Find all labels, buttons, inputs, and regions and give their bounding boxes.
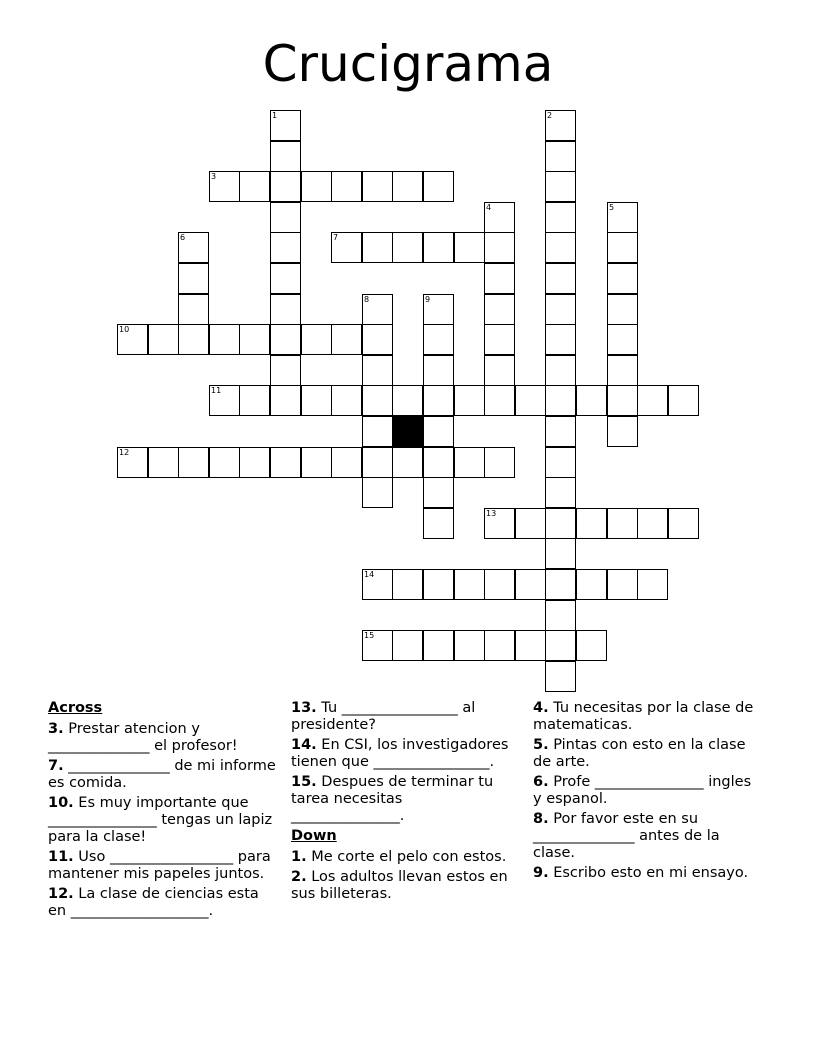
cell-number: 15 (364, 631, 375, 640)
across-heading: Across (48, 700, 103, 716)
grid-cell[interactable] (545, 661, 576, 692)
grid-cell[interactable] (423, 447, 454, 478)
grid-cell[interactable] (270, 324, 301, 355)
grid-cell[interactable] (637, 385, 668, 416)
grid-cell[interactable] (607, 324, 638, 355)
across-clue-13: 13. Tu ________________ al presidente? (291, 700, 476, 733)
down-clue-8: 8. Por favor este en su ______________ antes de la clase. (533, 811, 720, 861)
grid-cell[interactable] (209, 171, 240, 202)
grid-cell[interactable] (545, 600, 576, 631)
cell-number: 4 (486, 203, 492, 212)
grid-cell[interactable] (545, 538, 576, 569)
grid-cell[interactable] (515, 385, 546, 416)
grid-cell[interactable] (454, 630, 485, 661)
grid-cell[interactable] (484, 324, 515, 355)
grid-cell[interactable] (576, 630, 607, 661)
grid-cell[interactable] (239, 447, 270, 478)
grid-cell[interactable] (545, 171, 576, 202)
grid-cell[interactable] (178, 447, 209, 478)
grid-cell[interactable] (301, 171, 332, 202)
grid-cell[interactable] (668, 385, 699, 416)
grid-cell[interactable] (362, 630, 393, 661)
grid-cell[interactable] (270, 232, 301, 263)
grid-cell[interactable] (423, 324, 454, 355)
grid-cell[interactable] (209, 324, 240, 355)
grid-cell[interactable] (484, 447, 515, 478)
grid-cell[interactable] (239, 385, 270, 416)
grid-cell[interactable] (270, 171, 301, 202)
grid-cell[interactable] (423, 171, 454, 202)
grid-cell[interactable] (484, 355, 515, 386)
grid-cell[interactable] (270, 355, 301, 386)
grid-cell[interactable] (331, 447, 362, 478)
grid-cell[interactable] (362, 416, 393, 447)
grid-cell[interactable] (270, 141, 301, 172)
cell-number: 3 (211, 172, 217, 181)
grid-cell[interactable] (362, 447, 393, 478)
grid-cell[interactable] (545, 569, 576, 600)
grid-cell[interactable] (484, 232, 515, 263)
grid-cell[interactable] (484, 630, 515, 661)
grid-cell[interactable] (545, 416, 576, 447)
grid-cell[interactable] (392, 385, 423, 416)
grid-cell[interactable] (392, 630, 423, 661)
grid-cell[interactable] (637, 569, 668, 600)
grid-cell[interactable] (270, 385, 301, 416)
grid-cell[interactable] (423, 630, 454, 661)
grid-cell[interactable] (607, 355, 638, 386)
grid-cell[interactable] (362, 294, 393, 325)
grid-cell[interactable] (178, 232, 209, 263)
cell-number: 10 (119, 325, 130, 334)
grid-cell[interactable] (423, 385, 454, 416)
grid-cell[interactable] (148, 324, 179, 355)
down-heading: Down (291, 828, 337, 844)
grid-cell[interactable] (484, 263, 515, 294)
across-clue-3: 3. Prestar atencion y ______________ el profesor! (48, 721, 238, 754)
grid-cell[interactable] (270, 263, 301, 294)
grid-cell[interactable] (576, 385, 607, 416)
grid-cell[interactable] (607, 385, 638, 416)
clue-column-1 (48, 700, 276, 923)
grid-cell[interactable] (484, 294, 515, 325)
grid-cell[interactable] (545, 141, 576, 172)
cell-number: 5 (609, 203, 615, 212)
grid-cell[interactable] (545, 355, 576, 386)
grid-cell[interactable] (392, 569, 423, 600)
grid-cell[interactable] (484, 202, 515, 233)
grid-cell[interactable] (607, 294, 638, 325)
grid-cell[interactable] (209, 447, 240, 478)
grid-cell[interactable] (362, 171, 393, 202)
grid-cell[interactable] (270, 110, 301, 141)
across-clue-14: 14. En CSI, los investigadores tienen que ________________. (291, 737, 509, 770)
grid-cell[interactable] (362, 232, 393, 263)
grid-cell[interactable] (454, 569, 485, 600)
grid-cell[interactable] (301, 447, 332, 478)
across-clue-10: 10. Es muy importante que _______________ tengas un lapiz para la clase! (48, 795, 273, 845)
down-clue-2: 2. Los adultos llevan estos en sus billeteras. (291, 869, 508, 902)
grid-cell[interactable] (545, 508, 576, 539)
grid-cell[interactable] (607, 508, 638, 539)
grid-cell[interactable] (454, 385, 485, 416)
down-clue-4: 4. Tu necesitas por la clase de matematicas. (533, 700, 754, 733)
grid-cell[interactable] (178, 294, 209, 325)
grid-cell[interactable] (423, 416, 454, 447)
grid-cell[interactable] (362, 477, 393, 508)
across-clue-11: 11. Uso _________________ para mantener mis papeles juntos. (48, 849, 271, 882)
grid-block (392, 416, 423, 447)
grid-cell[interactable] (545, 263, 576, 294)
down-clue-5: 5. Pintas con esto en la clase de arte. (533, 737, 746, 770)
cell-number: 2 (547, 111, 553, 120)
grid-cell[interactable] (362, 324, 393, 355)
across-clue-12: 12. La clase de ciencias esta en ___________________. (48, 886, 259, 919)
grid-cell[interactable] (301, 324, 332, 355)
grid-cell[interactable] (484, 569, 515, 600)
cell-number: 7 (333, 233, 339, 242)
clue-column-2 (291, 700, 519, 906)
grid-cell[interactable] (239, 324, 270, 355)
grid-cell[interactable] (239, 171, 270, 202)
grid-cell[interactable] (545, 477, 576, 508)
grid-cell[interactable] (331, 232, 362, 263)
grid-cell[interactable] (331, 171, 362, 202)
down-clue-1: 1. Me corte el pelo con estos. (291, 849, 507, 865)
grid-cell[interactable] (331, 324, 362, 355)
grid-cell[interactable] (545, 202, 576, 233)
grid-cell[interactable] (362, 569, 393, 600)
grid-cell[interactable] (362, 385, 393, 416)
grid-cell[interactable] (607, 232, 638, 263)
grid-cell[interactable] (515, 569, 546, 600)
grid-cell[interactable] (270, 447, 301, 478)
across-clue-7: 7. ______________ de mi informe es comida. (48, 758, 276, 791)
grid-cell[interactable] (148, 447, 179, 478)
grid-cell[interactable] (117, 447, 148, 478)
grid-cell[interactable] (209, 385, 240, 416)
grid-cell[interactable] (484, 508, 515, 539)
grid-cell[interactable] (117, 324, 148, 355)
grid-cell[interactable] (545, 447, 576, 478)
grid-cell[interactable] (423, 355, 454, 386)
cell-number: 13 (486, 509, 497, 518)
grid-cell[interactable] (668, 508, 699, 539)
grid-cell[interactable] (423, 508, 454, 539)
grid-cell[interactable] (545, 232, 576, 263)
down-clue-6: 6. Profe _______________ ingles y espanol. (533, 774, 752, 807)
grid-cell[interactable] (423, 569, 454, 600)
grid-cell[interactable] (454, 232, 485, 263)
grid-cell[interactable] (392, 232, 423, 263)
cell-number: 6 (180, 233, 186, 242)
across-clue-15: 15. Despues de terminar tu tarea necesitas _______________. (291, 774, 494, 824)
cell-number: 11 (211, 386, 222, 395)
grid-cell[interactable] (178, 324, 209, 355)
grid-cell[interactable] (515, 630, 546, 661)
clue-column-3 (533, 700, 761, 885)
grid-cell[interactable] (637, 508, 668, 539)
grid-cell[interactable] (392, 171, 423, 202)
grid-cell[interactable] (545, 324, 576, 355)
page-title: Crucigrama (262, 35, 554, 93)
grid-cell[interactable] (178, 263, 209, 294)
grid-cell[interactable] (301, 385, 332, 416)
cell-number: 8 (364, 295, 370, 304)
grid-cell[interactable] (545, 110, 576, 141)
grid-cell[interactable] (576, 569, 607, 600)
grid-cell[interactable] (607, 202, 638, 233)
cell-number: 14 (364, 570, 375, 579)
grid-cell[interactable] (454, 447, 485, 478)
grid-cell[interactable] (270, 202, 301, 233)
grid-cell[interactable] (331, 385, 362, 416)
grid-cell[interactable] (545, 385, 576, 416)
cell-number: 9 (425, 295, 431, 304)
grid-cell[interactable] (515, 508, 546, 539)
cell-number: 12 (119, 448, 130, 457)
cell-number: 1 (272, 111, 278, 120)
grid-cell[interactable] (607, 569, 638, 600)
grid-cell[interactable] (392, 447, 423, 478)
grid-cell[interactable] (484, 385, 515, 416)
grid-cell[interactable] (270, 294, 301, 325)
grid-cell[interactable] (423, 294, 454, 325)
grid-cell[interactable] (607, 263, 638, 294)
grid-cell[interactable] (576, 508, 607, 539)
down-clue-9: 9. Escribo esto en mi ensayo. (533, 865, 749, 881)
grid-cell[interactable] (423, 477, 454, 508)
grid-cell[interactable] (545, 294, 576, 325)
grid-cell[interactable] (423, 232, 454, 263)
grid-cell[interactable] (607, 416, 638, 447)
grid-cell[interactable] (362, 355, 393, 386)
grid-cell[interactable] (545, 630, 576, 661)
